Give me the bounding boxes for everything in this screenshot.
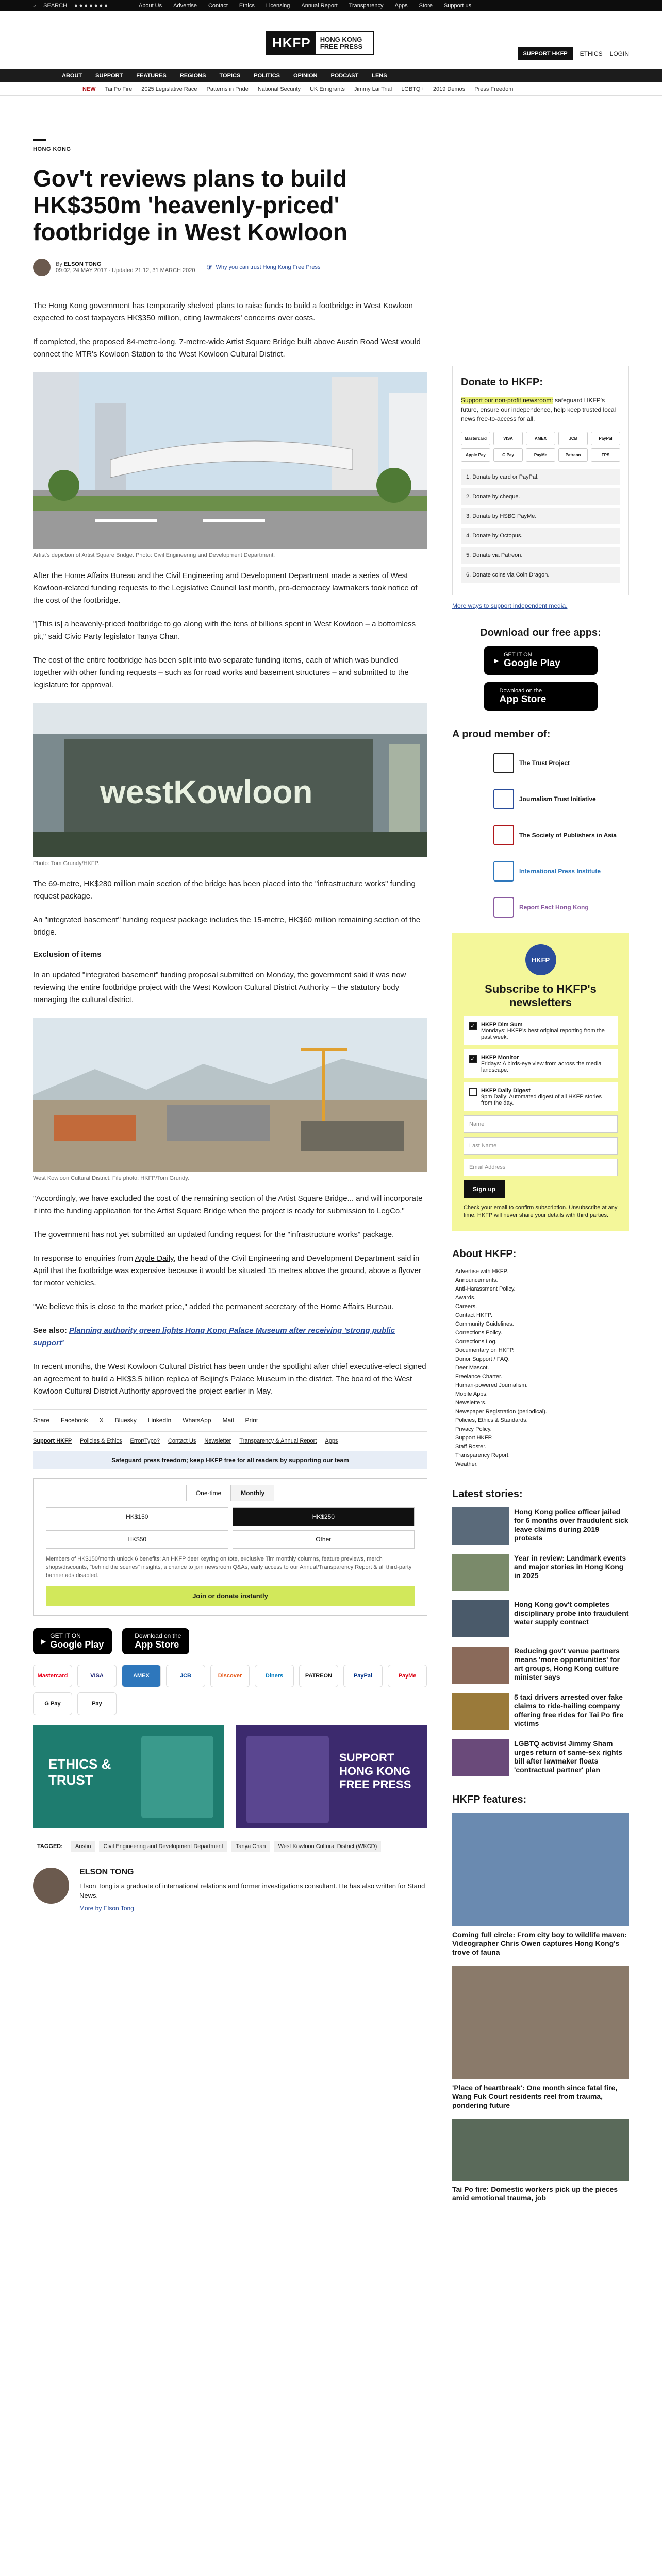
paragraph: The government has not yet submitted an updated funding request for the "infrastructure works" package. bbox=[33, 1230, 394, 1239]
paragraph: An "integrated basement" funding request package includes the 15-metre, HK$60 million remaining section of the bridge. bbox=[33, 916, 421, 937]
about-link[interactable]: Newsletters. bbox=[455, 1400, 487, 1406]
signup-button[interactable]: Sign up bbox=[464, 1180, 505, 1198]
pay-patreon[interactable]: PATREON bbox=[299, 1665, 338, 1687]
site-logo[interactable] bbox=[266, 31, 374, 55]
top-utility-bar bbox=[0, 0, 662, 11]
tag[interactable]: Tanya Chan bbox=[231, 1841, 270, 1852]
paragraph: The 69-metre, HK$280 million main section of the bridge has been placed into the "infrastructure works" funding request package. bbox=[33, 879, 416, 901]
partners-title: A proud member of: bbox=[452, 728, 551, 740]
feature-title[interactable]: Coming full circle: From city boy to wildlife maven: Videographer Chris Owen captures Hong Kong's trove of fauna bbox=[452, 1930, 627, 1956]
about-link[interactable]: Announcements. bbox=[455, 1277, 498, 1283]
first-name-input[interactable]: Name bbox=[464, 1115, 618, 1133]
latest-story[interactable]: Reducing gov't venue partners means 'more opportunities' for art groups, Hong Kong culture minister says bbox=[452, 1647, 629, 1684]
support-link[interactable]: Policies & Ethics bbox=[80, 1438, 122, 1444]
by-label: By bbox=[56, 261, 62, 267]
trust-label: Why you can trust Hong Kong Free Press bbox=[216, 264, 321, 270]
feature-title[interactable]: Tai Po fire: Domestic workers pick up the pieces amid emotional trauma, job bbox=[452, 2185, 618, 2202]
newsletter-disclaimer: Check your email to confirm subscription. Unsubscribe at any time. HKFP will never share your details with third parties. bbox=[464, 1205, 618, 1218]
apple-daily-link[interactable]: Apple Daily bbox=[135, 1254, 174, 1263]
donate-option[interactable]: 4. Donate by Octopus. bbox=[461, 528, 620, 544]
play-icon: ▶ bbox=[41, 1637, 46, 1645]
story-thumbnail[interactable] bbox=[452, 1600, 509, 1637]
card-icon[interactable]: Apple Pay bbox=[461, 448, 490, 462]
article-title: Gov't reviews plans to build HK$350m 'heavenly-priced' footbridge in West Kowloon bbox=[33, 165, 347, 245]
paragraph: In response to enquiries from Apple Daily, the head of the Civil Engineering and Development Department said in April that the footbridge was expensive because it would be situated 15 metres above the ground, above a flyover for motor vehicles. bbox=[33, 1254, 421, 1287]
payment-methods bbox=[33, 1665, 427, 1715]
tag[interactable]: Civil Engineering and Development Department bbox=[99, 1841, 227, 1852]
support-link[interactable]: Transparency & Annual Report bbox=[239, 1438, 317, 1444]
tag[interactable]: West Kowloon Cultural District (WKCD) bbox=[274, 1841, 382, 1852]
partner-trust-project[interactable]: The Trust Project bbox=[493, 753, 629, 773]
author-photo[interactable] bbox=[33, 1868, 69, 1904]
nav-item[interactable]: LENS bbox=[372, 73, 387, 79]
donate-option[interactable]: 3. Donate by HSBC PayMe. bbox=[461, 508, 620, 524]
wkcd-site-image[interactable] bbox=[33, 1018, 427, 1172]
about-link[interactable]: Donor Support / FAQ. bbox=[455, 1356, 510, 1362]
freq-one-time[interactable]: One-time bbox=[186, 1485, 231, 1501]
about-link[interactable]: Careers. bbox=[455, 1303, 477, 1310]
nav-item[interactable]: REGIONS bbox=[179, 73, 206, 79]
tag[interactable]: Austin bbox=[71, 1841, 95, 1852]
pay-visa[interactable]: VISA bbox=[77, 1665, 117, 1687]
author-name[interactable]: ELSON TONG bbox=[63, 261, 102, 267]
trust-project-icon bbox=[493, 753, 514, 773]
more-ways-link[interactable]: More ways to support independent media. bbox=[452, 602, 568, 609]
subnav-item[interactable]: UK Emigrants bbox=[309, 86, 345, 92]
subnav-item[interactable]: 2019 Demos bbox=[433, 86, 466, 92]
card-icon[interactable]: Patreon bbox=[558, 448, 588, 462]
west-kowloon-sign-image[interactable] bbox=[33, 703, 427, 857]
donate-option[interactable]: 1. Donate by card or PayPal. bbox=[461, 469, 620, 485]
pay-applepay[interactable]: Pay bbox=[77, 1692, 117, 1715]
support-promo[interactable]: SUPPORT HONG KONG FREE PRESS HKFP bbox=[236, 1725, 427, 1828]
top-link[interactable]: Advertise bbox=[173, 3, 197, 9]
logo-mark: HKFP bbox=[267, 32, 316, 54]
nav-item[interactable]: FEATURES bbox=[136, 73, 167, 79]
see-also-link[interactable]: Planning authority green lights Hong Kong Palace Museum after receiving 'strong public support' bbox=[33, 1326, 395, 1347]
share-linkedin[interactable]: LinkedIn bbox=[147, 1417, 172, 1424]
about-link[interactable]: Documentary on HKFP. bbox=[455, 1347, 515, 1353]
top-link[interactable]: About Us bbox=[138, 3, 162, 9]
amount-option-selected[interactable]: HK$250 bbox=[233, 1507, 415, 1526]
top-link[interactable]: Support us bbox=[443, 3, 472, 9]
feature-image[interactable] bbox=[452, 1966, 629, 2079]
card-icon[interactable]: Mastercard bbox=[461, 432, 490, 445]
about-link[interactable]: Transparency Report. bbox=[455, 1452, 510, 1459]
sidebar-donate-box bbox=[452, 366, 629, 595]
story-thumbnail[interactable] bbox=[452, 1647, 509, 1684]
paragraph: After the Home Affairs Bureau and the Civil Engineering and Development Department made a series of West Kowloon-related funding requests to the Legislative Council last month, pro-democracy lawmakers took notice of the cost of the footbridge. bbox=[33, 571, 418, 605]
feature-title[interactable]: 'Place of heartbreak': One month since fatal fire, Wang Fuk Court residents reel from trauma, pondering future bbox=[452, 2083, 618, 2109]
donate-option[interactable]: 6. Donate coins via Coin Dragon. bbox=[461, 567, 620, 583]
about-link[interactable]: Mobile Apps. bbox=[455, 1391, 488, 1397]
image-caption: West Kowloon Cultural District. File photo: HKFP/Tom Grundy. bbox=[33, 1175, 189, 1181]
about-link[interactable]: Freelance Charter. bbox=[455, 1374, 503, 1380]
top-link[interactable]: Ethics bbox=[239, 3, 255, 9]
pay-discover[interactable]: Discover bbox=[210, 1665, 250, 1687]
safeguard-banner[interactable]: Safeguard press freedom; keep HKFP free for all readers by supporting our team bbox=[33, 1451, 427, 1469]
partner-factcheck[interactable]: Report Fact Hong Kong bbox=[493, 897, 629, 918]
partner-logos bbox=[452, 748, 629, 918]
partner-sopa[interactable]: The Society of Publishers in Asia bbox=[493, 825, 629, 845]
about-link[interactable]: Human-powered Journalism. bbox=[455, 1382, 528, 1388]
paragraph: The Hong Kong government has temporarily shelved plans to raise funds to build a footbridge in West Kowloon expected to cost taxpayers HK$350 million, citing lawmakers' concerns over costs. bbox=[33, 301, 413, 323]
card-icon[interactable]: VISA bbox=[493, 432, 523, 445]
pay-gpay[interactable]: G Pay bbox=[33, 1692, 72, 1715]
freq-monthly[interactable]: Monthly bbox=[231, 1485, 274, 1501]
ethics-link[interactable]: ETHICS bbox=[580, 50, 603, 57]
nav-item[interactable]: OPINION bbox=[293, 73, 318, 79]
top-link[interactable]: Apps bbox=[394, 3, 408, 9]
apps-title: Download our free apps: bbox=[480, 627, 601, 638]
support-link[interactable]: Apps bbox=[325, 1438, 338, 1444]
support-button[interactable]: SUPPORT HKFP bbox=[518, 47, 572, 60]
newsletter-option[interactable]: ✓ HKFP Dim Sum Mondays: HKFP's best original reporting from the past week. bbox=[464, 1016, 618, 1045]
last-name-input[interactable]: Last Name bbox=[464, 1137, 618, 1155]
app-store-badges bbox=[33, 1628, 427, 1654]
subnav-item[interactable]: Tai Po Fire bbox=[105, 86, 133, 92]
ipi-icon bbox=[493, 861, 514, 882]
share-label: Share bbox=[33, 1417, 50, 1424]
paragraph: In an updated "integrated basement" funding proposal submitted on Monday, the government said it was now reviewing the entire footbridge project with the West Kowloon Cultural District Authority – the statutory body managing the cultural district. bbox=[33, 971, 406, 1004]
latest-stories bbox=[452, 1486, 629, 1776]
about-link[interactable]: Staff Roster. bbox=[455, 1444, 487, 1450]
checkbox-icon[interactable] bbox=[469, 1088, 477, 1096]
sidebar-google-play[interactable]: ▶ GET IT ON Google Play bbox=[484, 646, 598, 675]
author-box bbox=[33, 1868, 427, 1912]
join-donate-button[interactable]: Join or donate instantly bbox=[46, 1586, 415, 1606]
about-link[interactable]: Community Guidelines. bbox=[455, 1321, 514, 1327]
author-avatar[interactable] bbox=[33, 259, 51, 276]
paragraph: If completed, the proposed 84-metre-long, 7-metre-wide Artist Square Bridge built above Austin Road West would connect the MTR's Kowloon Station to the West Kowloon Cultural District. bbox=[33, 337, 421, 359]
top-link[interactable]: Transparency bbox=[349, 3, 384, 9]
promo-banners bbox=[33, 1718, 427, 1828]
nav-item[interactable]: PODCAST bbox=[330, 73, 359, 79]
jti-icon bbox=[493, 789, 514, 809]
factcheck-icon bbox=[493, 897, 514, 918]
support-link[interactable]: Error/Typo? bbox=[130, 1438, 160, 1444]
story-thumbnail[interactable] bbox=[452, 1693, 509, 1730]
pay-payme[interactable]: PayMe bbox=[388, 1665, 427, 1687]
pay-jcb[interactable]: JCB bbox=[166, 1665, 205, 1687]
main-nav bbox=[0, 69, 662, 82]
nav-item[interactable]: TOPICS bbox=[219, 73, 241, 79]
story-thumbnail[interactable] bbox=[452, 1739, 509, 1776]
features-title: HKFP features: bbox=[452, 1794, 527, 1805]
email-input[interactable]: Email Address bbox=[464, 1159, 618, 1176]
amount-option[interactable]: HK$50 bbox=[46, 1530, 228, 1549]
subnav-item[interactable]: 2025 Legislative Race bbox=[141, 86, 197, 92]
about-link[interactable]: Awards. bbox=[455, 1295, 476, 1301]
nav-item[interactable]: POLITICS bbox=[254, 73, 280, 79]
about-link[interactable]: Corrections Log. bbox=[455, 1338, 497, 1345]
image-caption: Photo: Tom Grundy/HKFP. bbox=[33, 860, 100, 867]
image-caption: Artist's depiction of Artist Square Bridge. Photo: Civil Engineering and Development Department. bbox=[33, 552, 275, 558]
pay-paypal[interactable]: PayPal bbox=[343, 1665, 383, 1687]
newsletter-option[interactable]: HKFP Daily Digest 9pm Daily: Automated digest of all HKFP stories from the day. bbox=[464, 1082, 618, 1111]
features-section bbox=[452, 1792, 629, 2202]
app-store-badge[interactable]: Download on the App Store bbox=[122, 1628, 189, 1654]
about-link[interactable]: Deer Mascot. bbox=[455, 1365, 489, 1371]
paragraph: "We believe this is close to the market price," added the permanent secretary of the Home Affairs Bureau. bbox=[33, 1302, 394, 1311]
share-x[interactable]: X bbox=[99, 1417, 104, 1424]
author-bio: Elson Tong is a graduate of international relations and former investigations consultant. He has also written for Stand News. bbox=[79, 1882, 425, 1900]
about-list bbox=[452, 1267, 629, 1469]
subnav-item[interactable]: Press Freedom bbox=[474, 86, 514, 92]
support-link[interactable]: Support HKFP bbox=[33, 1438, 72, 1444]
article-main bbox=[33, 139, 427, 1912]
card-icon[interactable]: PayMe bbox=[526, 448, 555, 462]
feature-image[interactable] bbox=[452, 2119, 629, 2181]
latest-story[interactable]: Hong Kong gov't completes disciplinary probe into fraudulent water supply contract bbox=[452, 1600, 629, 1637]
amount-option[interactable]: Other bbox=[233, 1530, 415, 1549]
google-play-badge[interactable]: ▶ GET IT ON Google Play bbox=[33, 1628, 112, 1654]
share-print[interactable]: Print bbox=[245, 1417, 258, 1424]
subnav-item[interactable]: LGBTQ+ bbox=[401, 86, 424, 92]
share-bar bbox=[33, 1409, 427, 1432]
play-icon: ▶ bbox=[494, 657, 499, 664]
see-also: See also: Planning authority green lights Hong Kong Palace Museum after receiving 'strong public support' bbox=[33, 1326, 395, 1347]
newsletter-signup bbox=[452, 933, 629, 1231]
shield-icon: 🛡 bbox=[205, 264, 213, 271]
top-link[interactable]: Store bbox=[419, 3, 433, 9]
card-icon[interactable]: G Pay bbox=[493, 448, 523, 462]
about-link[interactable]: Anti-Harassment Policy. bbox=[455, 1286, 516, 1292]
donate-title: Donate to HKFP: bbox=[461, 377, 543, 388]
latest-story[interactable]: Year in review: Landmark events and major stories in Hong Kong in 2025 bbox=[452, 1554, 629, 1591]
sidebar-app-store[interactable]: Download on the App Store bbox=[484, 682, 598, 711]
tags-label: TAGGED: bbox=[37, 1843, 63, 1850]
sign-text: westKowloon bbox=[100, 773, 313, 810]
paragraph: The cost of the entire footbridge has been split into two separate funding items, each of which was bundled together with other funding requests – such as for road works and basement structures – and submitted to the legislature for approval. bbox=[33, 656, 409, 689]
top-link[interactable]: Contact bbox=[208, 3, 228, 9]
paragraph: "[This is] a heavenly-priced footbridge to go along with the tens of billions spent in West Kowloon – a bottomless pit," said Civic Party legislator Tanya Chan. bbox=[33, 620, 416, 641]
sub-nav bbox=[0, 82, 662, 96]
about-title: About HKFP: bbox=[452, 1248, 517, 1260]
donate-option[interactable]: 5. Donate via Patreon. bbox=[461, 547, 620, 564]
about-link[interactable]: Support HKFP. bbox=[455, 1435, 493, 1441]
card-icon[interactable]: JCB bbox=[558, 432, 588, 445]
about-link[interactable]: Advertise with HKFP. bbox=[455, 1268, 508, 1275]
search-label[interactable]: SEARCH bbox=[43, 3, 68, 9]
more-by-author-link[interactable]: More by Elson Tong bbox=[79, 1905, 134, 1912]
trust-link[interactable] bbox=[206, 264, 321, 271]
new-badge: NEW bbox=[82, 86, 96, 92]
site-header bbox=[0, 11, 662, 69]
subnav-item[interactable]: National Security bbox=[257, 86, 301, 92]
about-section bbox=[452, 1246, 629, 1469]
sidebar bbox=[452, 366, 629, 2212]
newsletter-option[interactable]: ✓ HKFP Monitor Fridays: A birds-eye view from across the media landscape. bbox=[464, 1049, 618, 1078]
newsletter-title: Subscribe to HKFP's newsletters bbox=[485, 982, 597, 1009]
latest-story[interactable]: LGBTQ activist Jimmy Sham urges return of same-sex rights bill after lawmaker floats 'contractual partner' plan bbox=[452, 1739, 629, 1776]
latest-story[interactable]: Hong Kong police officer jailed for 6 months over fraudulent sick leave claims during 2019 protests bbox=[452, 1507, 629, 1545]
pay-mastercard[interactable]: Mastercard bbox=[33, 1665, 72, 1687]
category-rule bbox=[33, 139, 46, 141]
bridge-rendering-image[interactable] bbox=[33, 372, 427, 549]
search-icon[interactable]: ⌕ bbox=[33, 2, 37, 9]
donate-card-icons bbox=[461, 432, 620, 462]
checkbox-checked-icon[interactable]: ✓ bbox=[469, 1022, 477, 1030]
top-link[interactable]: Licensing bbox=[266, 3, 290, 9]
share-bluesky[interactable]: Bluesky bbox=[114, 1417, 137, 1424]
share-facebook[interactable]: Facebook bbox=[61, 1417, 88, 1424]
story-thumbnail[interactable] bbox=[452, 1507, 509, 1545]
latest-story[interactable]: 5 taxi drivers arrested over fake claims to ride-hailing company offering free rides for Tai Po fire victims bbox=[452, 1693, 629, 1730]
donate-text: Support our non-profit newsroom: safeguard HKFP's future, ensure our independence, help keep trusted local news free-to-access for all. bbox=[461, 397, 616, 422]
byline bbox=[33, 259, 427, 276]
logo-name: HONG KONG FREE PRESS bbox=[320, 35, 363, 50]
support-link[interactable]: Contact Us bbox=[168, 1438, 196, 1444]
paragraph: "Accordingly, we have excluded the cost of the remaining section of the Artist Square Bridge... and will incorporate it into the funding application for the Artist Square Bridge when the project is ready for submission to LegCo." bbox=[33, 1194, 423, 1215]
social-icons[interactable]: ● ● ● ● ● ● ● bbox=[74, 3, 108, 9]
author-box-name[interactable]: ELSON TONG bbox=[79, 1868, 134, 1876]
donation-widget bbox=[33, 1478, 427, 1616]
share-whatsapp[interactable]: WhatsApp bbox=[183, 1417, 211, 1424]
nav-item[interactable]: SUPPORT bbox=[95, 73, 123, 79]
card-icon[interactable]: AMEX bbox=[526, 432, 555, 445]
pay-amex[interactable]: AMEX bbox=[122, 1665, 161, 1687]
support-link[interactable]: Newsletter bbox=[204, 1438, 231, 1444]
partner-jti[interactable]: Journalism Trust Initiative bbox=[493, 789, 629, 809]
amount-option[interactable]: HK$150 bbox=[46, 1507, 228, 1526]
nav-item[interactable]: ABOUT bbox=[62, 73, 82, 79]
ethics-promo[interactable]: ETHICS & TRUST HKFP bbox=[33, 1725, 224, 1828]
membership-note: Members of HK$150/month unlock 6 benefits: An HKFP deer keyring on tote, exclusive Tim monthly columns, feature previews, merch shops/discounts, "behind the scenes" insights, a chance to join newsroom Q&As, early access to our Annual/Transparency Report & all third-party banner ads disabled. bbox=[46, 1556, 412, 1579]
card-icon[interactable]: FPS bbox=[591, 448, 620, 462]
section-heading: Exclusion of items bbox=[33, 950, 102, 959]
latest-title: Latest stories: bbox=[452, 1488, 523, 1500]
feature-image[interactable] bbox=[452, 1813, 629, 1926]
hkfp-badge-icon: HKFP bbox=[525, 944, 556, 975]
about-link[interactable]: Weather. bbox=[455, 1461, 478, 1467]
share-mail[interactable]: Mail bbox=[222, 1417, 234, 1424]
subnav-item[interactable]: Patterns in Pride bbox=[206, 86, 249, 92]
sopa-icon bbox=[493, 825, 514, 845]
donate-option[interactable]: 2. Donate by cheque. bbox=[461, 488, 620, 505]
pay-diners[interactable]: Diners bbox=[255, 1665, 294, 1687]
about-link[interactable]: Privacy Policy. bbox=[455, 1426, 492, 1432]
article-category[interactable]: HONG KONG bbox=[33, 146, 71, 152]
subnav-item[interactable]: Jimmy Lai Trial bbox=[354, 86, 392, 92]
article-dates: 09:02, 24 MAY 2017 · Updated 21:12, 31 MARCH 2020 bbox=[56, 267, 195, 274]
card-icon[interactable]: PayPal bbox=[591, 432, 620, 445]
about-link[interactable]: Corrections Policy. bbox=[455, 1330, 502, 1336]
checkbox-checked-icon[interactable]: ✓ bbox=[469, 1055, 477, 1063]
top-link[interactable]: Annual Report bbox=[301, 3, 338, 9]
login-link[interactable]: LOGIN bbox=[609, 50, 629, 57]
paragraph: In recent months, the West Kowloon Cultural District has been under the spotlight after chief executive-elect signed an agreement to build a HK$3.5 billion replica of Beijing's Palace Museum in the district. The board of the West Kowloon Cultural District Authority approved the project earlier in May. bbox=[33, 1362, 426, 1396]
about-link[interactable]: Policies, Ethics & Standards. bbox=[455, 1417, 528, 1423]
partner-ipi[interactable]: International Press Institute bbox=[493, 861, 629, 882]
about-link[interactable]: Newspaper Registration (periodical). bbox=[455, 1409, 547, 1415]
about-link[interactable]: Contact HKFP. bbox=[455, 1312, 492, 1318]
support-links bbox=[33, 1438, 427, 1444]
story-thumbnail[interactable] bbox=[452, 1554, 509, 1591]
